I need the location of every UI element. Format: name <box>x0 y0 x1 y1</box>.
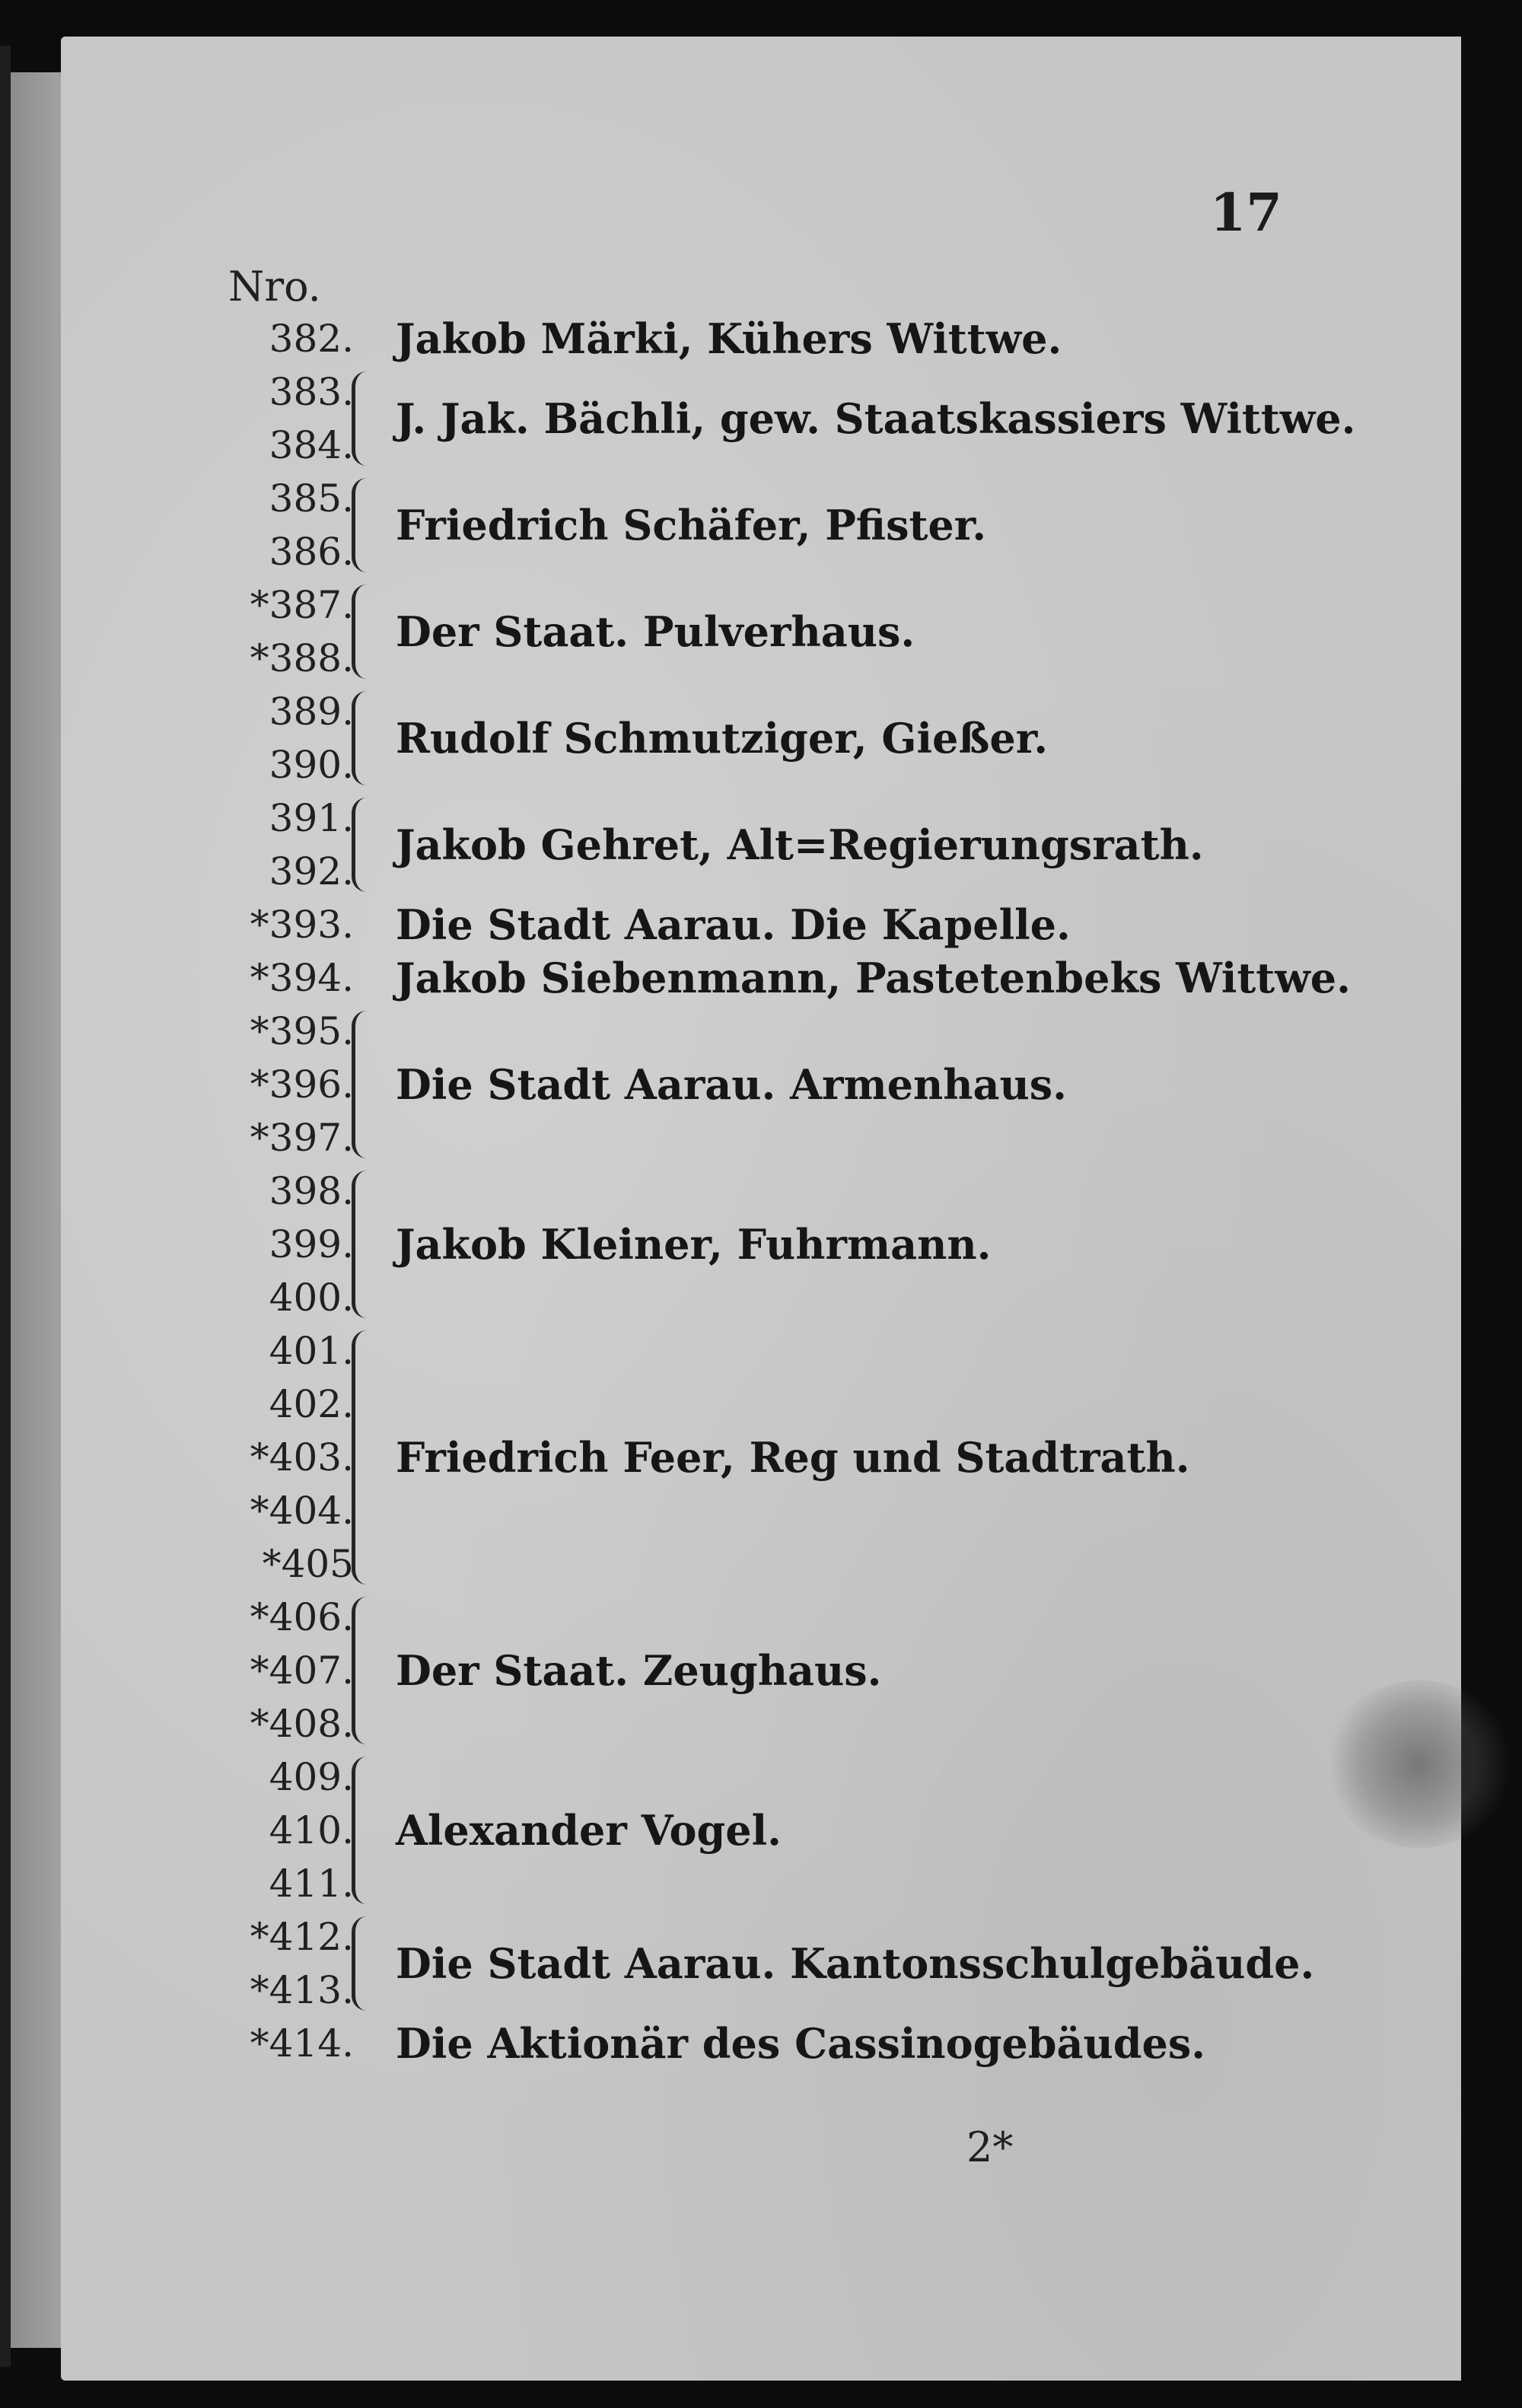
entry-number: 409. <box>269 1755 354 1799</box>
entry-number: 391. <box>269 796 354 840</box>
entry-number-row <box>0 1537 1522 1591</box>
entry-number: 398. <box>269 1169 354 1213</box>
entry-owner-row <box>0 951 1522 1005</box>
entry-owner-row <box>0 1431 1522 1484</box>
entry-owner: Friedrich Feer, Reg und Stadtrath. <box>396 1433 1190 1482</box>
entry-number: 384. <box>269 423 354 467</box>
entry-number: *404. <box>250 1489 354 1533</box>
entry-number-row <box>0 1271 1522 1324</box>
entry-number: *388. <box>250 636 354 680</box>
entry-number: *408. <box>250 1702 354 1746</box>
entry-number-row <box>0 1697 1522 1750</box>
entry-owner: Der Staat. Pulverhaus. <box>396 607 915 656</box>
entry-number: 382. <box>269 317 354 361</box>
entry-number-row <box>0 1111 1522 1164</box>
entry-number: 390. <box>269 743 354 787</box>
entry-number: *387. <box>250 583 354 627</box>
entry-owner: J. Jak. Bächli, gew. Staatskassiers Wittwe. <box>396 394 1356 443</box>
entry-owner-row <box>0 1937 1522 1990</box>
entry-owner: Der Staat. Zeughaus. <box>396 1646 882 1695</box>
entry-number: *394. <box>250 956 354 1000</box>
page-number: 17 <box>1210 183 1282 244</box>
entry-owner: Alexander Vogel. <box>396 1806 782 1855</box>
entry-owner-row <box>0 498 1522 552</box>
entry-owner-row <box>0 1804 1522 1857</box>
entry-number: *407. <box>250 1648 354 1693</box>
entry-number: 400. <box>269 1276 354 1320</box>
entry-number-row <box>0 1164 1522 1218</box>
entry-owner: Jakob Gehret, Alt=Regierungsrath. <box>396 820 1204 869</box>
entry-number: 411. <box>269 1862 354 1906</box>
entry-number: 392. <box>269 849 354 893</box>
entry-owner-row <box>0 898 1522 951</box>
entry-number: *403. <box>250 1435 354 1480</box>
entry-owner-row <box>0 392 1522 445</box>
entry-number: 386. <box>269 530 354 574</box>
entry-owner: Jakob Kleiner, Fuhrmann. <box>396 1220 992 1269</box>
entry-number: 410. <box>269 1808 354 1852</box>
entry-owner: Die Stadt Aarau. Die Kapelle. <box>396 900 1071 949</box>
entry-number: *395. <box>250 1009 354 1053</box>
entry-number: *414. <box>250 2021 354 2066</box>
entry-number: *397. <box>250 1116 354 1160</box>
entry-owner: Die Aktionär des Cassinogebäudes. <box>396 2019 1206 2068</box>
entry-owner-row <box>0 1644 1522 1697</box>
entry-number: 399. <box>269 1222 354 1266</box>
entry-owner-row <box>0 312 1522 365</box>
entry-number-row <box>0 1484 1522 1537</box>
entry-owner-row <box>0 818 1522 871</box>
entry-owner: Friedrich Schäfer, Pfister. <box>396 501 987 549</box>
entry-owner: Die Stadt Aarau. Kantonsschulgebäude. <box>396 1939 1315 1988</box>
entry-owner: Rudolf Schmutziger, Gießer. <box>396 714 1049 763</box>
entry-owner-row <box>0 2017 1522 2070</box>
entry-number: 402. <box>269 1382 354 1426</box>
column-header-nro: Nro. <box>228 263 321 311</box>
entry-number: 385. <box>269 476 354 521</box>
entry-number-row <box>0 1324 1522 1378</box>
entry-number-row <box>0 1005 1522 1058</box>
entry-number: *405 <box>262 1542 354 1586</box>
entry-number-row <box>0 1750 1522 1804</box>
entry-owner: Jakob Märki, Kühers Wittwe. <box>396 314 1062 363</box>
entry-owner-row <box>0 1058 1522 1111</box>
entry-number-row <box>0 1378 1522 1431</box>
entry-owner-row <box>0 1218 1522 1271</box>
entry-owner: Jakob Siebenmann, Pastetenbeks Wittwe. <box>396 954 1351 1002</box>
entry-number: *393. <box>250 903 354 947</box>
entry-number: *406. <box>250 1595 354 1639</box>
entry-number-row <box>0 1857 1522 1910</box>
entry-number: 401. <box>269 1329 354 1373</box>
entry-number: *396. <box>250 1062 354 1107</box>
entry-number: *413. <box>250 1968 354 2012</box>
entry-number-row <box>0 1591 1522 1644</box>
entry-number: *412. <box>250 1915 354 1959</box>
entry-owner-row <box>0 712 1522 765</box>
entry-owner-row <box>0 605 1522 658</box>
entry-number: 383. <box>269 370 354 414</box>
entry-owner: Die Stadt Aarau. Armenhaus. <box>396 1060 1067 1109</box>
entry-number: 389. <box>269 690 354 734</box>
signature-mark: 2* <box>966 2123 1014 2171</box>
